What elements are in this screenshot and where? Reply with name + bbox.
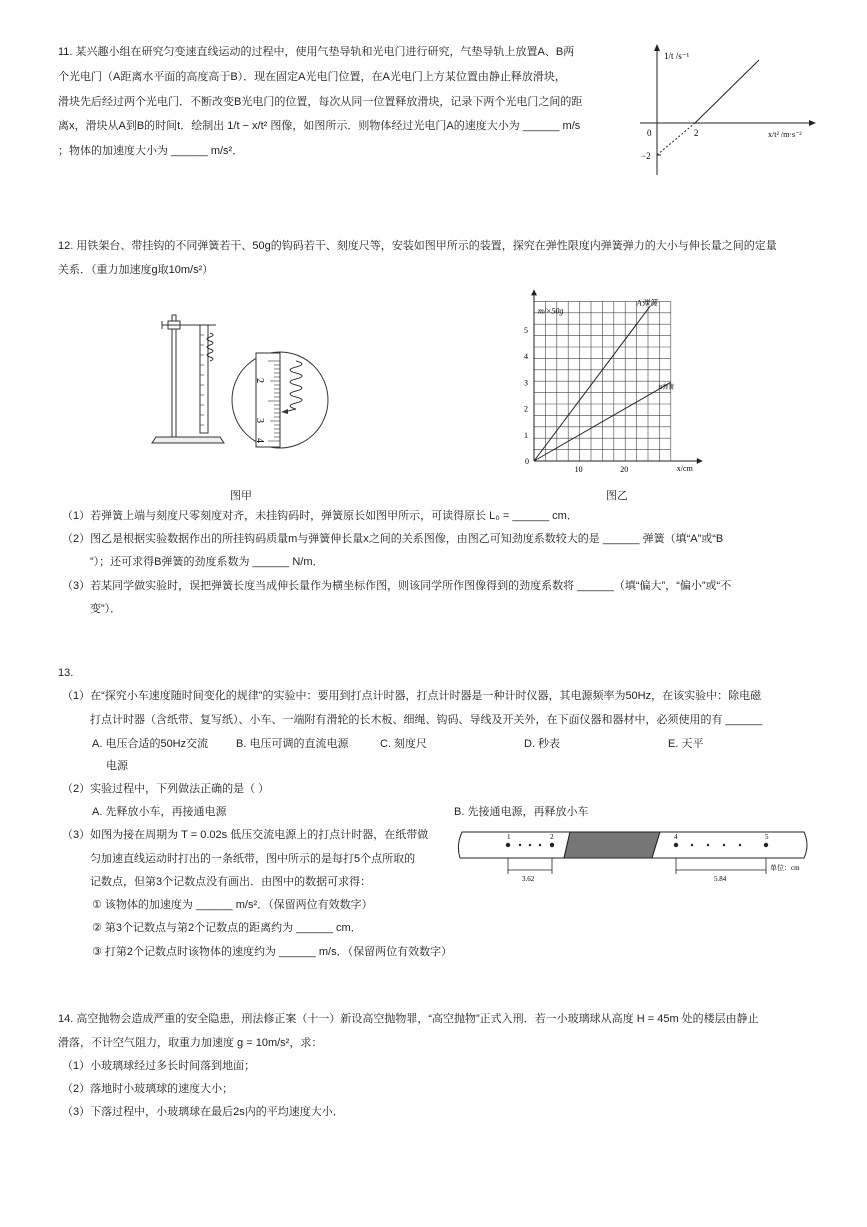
q14-line-1: 14. 高空抛物会造成严重的安全隐患，刑法修正案（十一）新设高空抛物罪，“高空抛物”正式入刑．若一小玻璃球从高度 H = 45m 处的楼层由静止 bbox=[58, 1013, 759, 1025]
y-tick-label: 4 bbox=[524, 352, 528, 362]
q12-line-2: 关系．（重力加速度g取10m/s²） bbox=[58, 264, 214, 276]
q12-sub-1: （1）若弹簧上端与刻度尺零刻度对齐，未挂钩码时，弹簧原长如图甲所示，可读得原长 L₀ = ______ cm． bbox=[62, 510, 578, 522]
ruler-label-3: 3 bbox=[254, 418, 265, 423]
q11-y-tick-label: −2 bbox=[641, 151, 651, 161]
q11-line-1: 11. 某兴趣小组在研究匀变速直线运动的过程中，使用气垫导轨和光电门进行研究，气垫导轨上放置A、B两 bbox=[58, 46, 575, 58]
tape-dist-45: 5.84 bbox=[714, 875, 727, 883]
x-axis-label: x/cm bbox=[676, 464, 693, 473]
tape-point-1: 1 bbox=[507, 833, 511, 841]
q11-x-arrow bbox=[809, 120, 816, 126]
x-axis-arrow bbox=[697, 458, 703, 464]
q11-x-label: x/t² /m·s⁻² bbox=[768, 130, 802, 139]
q14-line-2: 滑落，不计空气阻力，取重力加速度 g = 10m/s²，求： bbox=[58, 1037, 323, 1049]
q13-item-3: ③ 打第2个记数点时该物体的速度约为 ______ m/s．（保留两位有效数字） bbox=[92, 946, 453, 958]
y-axis-arrow bbox=[531, 289, 537, 295]
q13-number: 13. bbox=[58, 667, 74, 679]
q11-origin: 0 bbox=[647, 128, 652, 138]
line-a bbox=[534, 306, 650, 461]
q12-sub-3-cont: 变”）． bbox=[90, 603, 122, 615]
stand-base bbox=[152, 437, 224, 443]
q13-p1-line-1: （1）在“探究小车速度随时间变化的规律”的实验中：要用到打点计时器，打点计时器是一种计时仪器，其电源频率为50Hz，在该实验中：除电磁 bbox=[62, 690, 762, 702]
tape-point-5: 5 bbox=[765, 833, 769, 841]
q11-dashed-extension bbox=[657, 123, 695, 155]
q13-option-c: C. 刻度尺 bbox=[380, 738, 428, 750]
line-a-label: A弹簧 bbox=[636, 298, 658, 308]
q12-sub-3: （3）若某同学做实验时，误把弹簧长度当成伸长量作为横坐标作图，则该同学所作图像得到的劲度系数将 ______（填“偏大”，“偏小”或“不 bbox=[62, 580, 732, 592]
q14-sub-2: （2）落地时小玻璃球的速度大小； bbox=[62, 1083, 234, 1095]
q12-sub-2-cont: ”）；还可求得B弹簧的劲度系数为 ______ N/m． bbox=[90, 556, 324, 568]
q11-line-5: ；物体的加速度大小为 ______ m/s²． bbox=[58, 145, 244, 157]
y-tick-label: 5 bbox=[524, 325, 528, 335]
q12-fig-jia bbox=[148, 305, 338, 490]
q13-option-a-wrap: 电源 bbox=[106, 760, 128, 772]
line-b-label: B弹簧 bbox=[658, 385, 675, 392]
y-tick-label: 3 bbox=[524, 378, 528, 388]
q13-option-a: A. 电压合适的50Hz交流 bbox=[92, 738, 209, 750]
tape-torn-section bbox=[564, 832, 660, 858]
x-tick-label: 20 bbox=[620, 465, 629, 474]
q13-p3-line-3: 记数点，但第3个记数点没有画出．由图中的数据可求得： bbox=[90, 876, 372, 888]
q13-tape-figure bbox=[452, 822, 812, 886]
q11-line-4: 离x，滑块从A到B的时间t．绘制出 1/t − x/t² 图像，如图所示．则物体经过光电门A的速度大小为 ______ m/s bbox=[58, 120, 581, 132]
tape-point-4: 4 bbox=[674, 833, 678, 841]
q14-sub-1: （1）小玻璃球经过多长时间落到地面； bbox=[62, 1060, 256, 1072]
q11-graph bbox=[632, 40, 822, 180]
q13-option2-b: B. 先接通电源，再释放小车 bbox=[454, 806, 589, 818]
ruler-label-4: 4 bbox=[254, 438, 265, 443]
stand-pole bbox=[172, 315, 176, 437]
q13-option2-a: A. 先释放小车，再接通电源 bbox=[92, 806, 227, 818]
q13-part2: （2）实验过程中，下列做法正确的是（ ） bbox=[62, 783, 270, 795]
q13-option-b: B. 电压可调的直流电源 bbox=[236, 738, 349, 750]
q11-y-arrow bbox=[654, 44, 660, 51]
stand-ruler bbox=[200, 325, 208, 433]
q14-sub-3: （3）下落过程中，小玻璃球在最后2s内的平均速度大小． bbox=[62, 1106, 344, 1118]
q11-x-tick: 2 bbox=[694, 128, 699, 138]
q13-option-d: D. 秒表 bbox=[524, 738, 561, 750]
y-tick-label: 1 bbox=[524, 430, 528, 440]
fig-jia-caption: 图甲 bbox=[230, 490, 252, 502]
origin-label: 0 bbox=[525, 457, 529, 466]
q11-line-3: 滑块先后经过两个光电门．不断改变B光电门的位置，每次从同一位置释放滑块，记录下两个光电门之间的距 bbox=[58, 96, 583, 108]
q11-line-2: 个光电门（A距离水平面的高度高于B）．现在固定A光电门位置，在A光电门上方某位置由静止释放滑块， bbox=[58, 71, 566, 83]
y-tick-label: 2 bbox=[524, 404, 528, 414]
q13-option-e: E. 天平 bbox=[668, 738, 704, 750]
q13-p3-line-1: （3）如图为接在周期为 T = 0.02s 低压交流电源上的打点计时器，在纸带做 bbox=[62, 829, 429, 841]
q13-item-1: ① 该物体的加速度为 ______ m/s²．（保留两位有效数字） bbox=[92, 899, 373, 911]
q12-line-1: 12. 用铁架台、带挂钩的不同弹簧若干、50g的钩码若干、刻度尺等，安装如图甲所示的装置，探究在弹性限度内弹簧弹力的大小与伸长量之间的定量 bbox=[58, 240, 777, 252]
y-axis-label: m/×50g bbox=[538, 306, 564, 316]
q11-line bbox=[695, 60, 759, 123]
tape-dist-12: 3.62 bbox=[522, 875, 535, 883]
q13-p1-line-2: 打点计时器（含纸带、复写纸）、小车、一端附有滑轮的长木板、细绳、钩码、导线及开关外，在下面仪器和器材中，必须使用的有 ______ bbox=[90, 714, 763, 726]
q13-p3-line-2: 匀加速直线运动时打出的一条纸带，图中所示的是每打5个点所取的 bbox=[90, 853, 416, 865]
tape-point-2: 2 bbox=[550, 833, 554, 841]
q12-fig-yi bbox=[520, 283, 720, 483]
q12-sub-2: （2）图乙是根据实验数据作出的所挂钩码质量m与弹簧伸长量x之间的关系图像，由图乙可知劲度系数较大的是 ______ 弹簧（填“A”或“B bbox=[62, 533, 724, 545]
ruler-label-2: 2 bbox=[254, 378, 265, 383]
tape-unit: 单位：cm bbox=[770, 864, 800, 872]
x-tick-label: 10 bbox=[574, 465, 583, 474]
fig-yi-caption: 图乙 bbox=[606, 490, 628, 502]
q13-item-2: ② 第3个记数点与第2个记数点的距离约为 ______ cm． bbox=[92, 922, 362, 934]
q11-y-label: 1/t /s⁻¹ bbox=[664, 51, 690, 61]
